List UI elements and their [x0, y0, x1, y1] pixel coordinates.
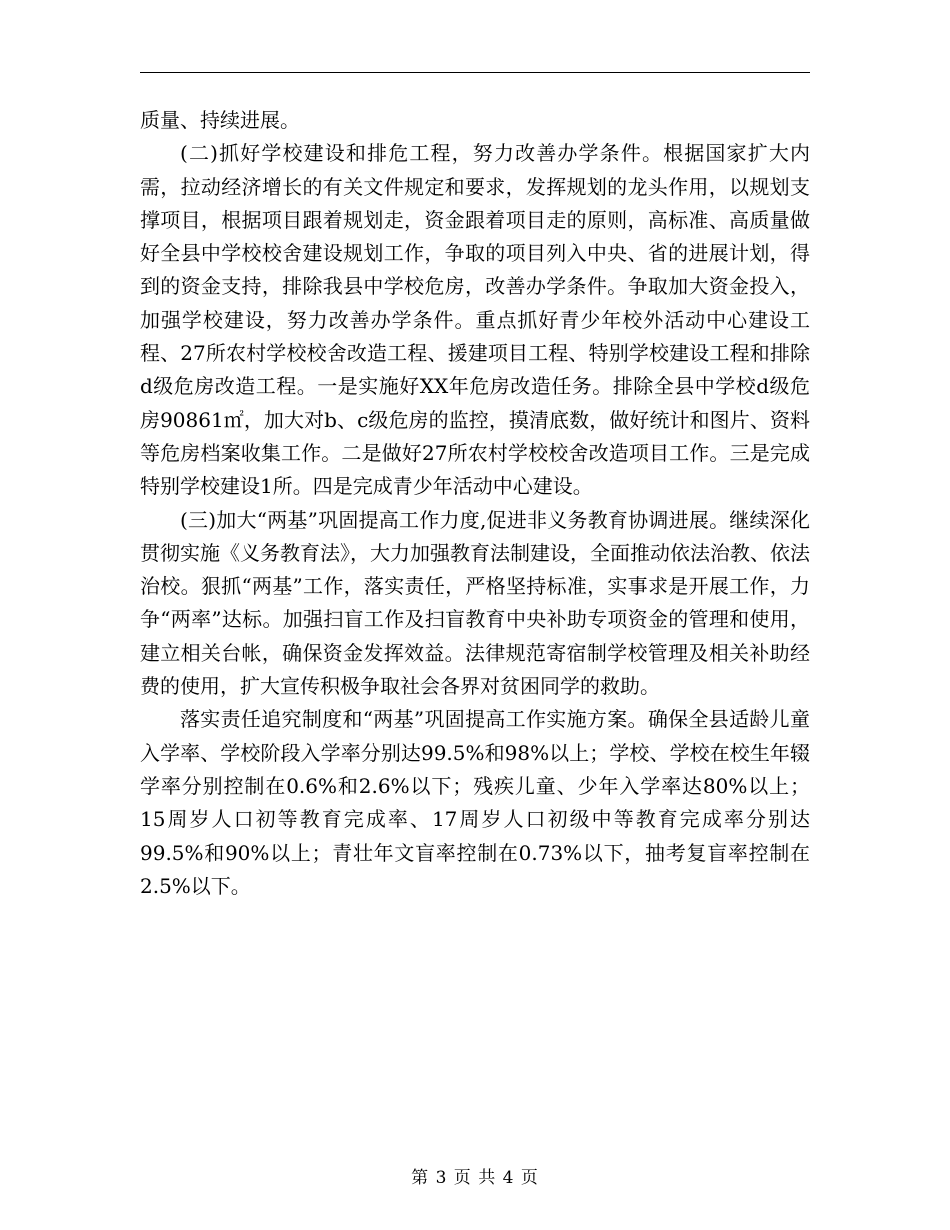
paragraph-2: (二)抓好学校建设和排危工程，努力改善办学条件。根据国家扩大内需，拉动经济增长的有关文件规定和要求，发挥规划的龙头作用，以规划支撑项目，根据项目跟着规划走，资金跟着项目走的原则，高标准、高质量做好全县中学校校舍建设规划工作，争取的项目列入中央、省的进展计划，得到的资金支持，排除我县中学校危房，改善办学条件。争取加大资金投入，加强学校建设，努力改善办学条件。重点抓好青少年校外活动中心建设工程、27所农村学校校舍改造工程、援建项目工程、特别学校建设工程和排除d级危房改造工程。一是实施好XX年危房改造任务。排除全县中学校d级危房90861㎡，加大对b、c级危房的监控，摸清底数，做好统计和图片、资料等危房档案收集工作。二是做好27所农村学校校舍改造项目工作。三是完成特别学校建设1所。四是完成青少年活动中心建设。	[140, 141, 810, 499]
header-rule	[140, 72, 810, 73]
page-number: 第 3 页 共 4 页	[411, 1168, 539, 1188]
paragraph-3: (三)加大“两基”巩固提高工作力度,促进非义务教育协调进展。继续深化贯彻实施《义务教育法》，大力加强教育法制建设，全面推动依法治教、依法治校。狠抓“两基”工作，落实责任，严格坚持标准，实事求是开展工作，力争“两率”达标。加强扫盲工作及扫盲教育中央补助专项资金的管理和使用，建立相关台帐，确保资金发挥效益。法律规范寄宿制学校管理及相关补助经费的使用，扩大宣传积极争取社会各界对贫困同学的救助。	[140, 507, 810, 699]
document-body	[140, 104, 810, 903]
paragraph-1: 质量、持续进展。	[140, 108, 300, 132]
paragraph-4: 落实责任追究制度和“两基”巩固提高工作实施方案。确保全县适龄儿童入学率、学校阶段入学率分别达99.5%和98%以上；学校、学校在校生年辍学率分别控制在0.6%和2.6%以下；残疾儿童、少年入学率达80%以上；15周岁人口初等教育完成率、17周岁人口初级中等教育完成率分别达99.5%和90%以上；青壮年文盲率控制在0.73%以下，抽考复盲率控制在2.5%以下。	[140, 707, 810, 898]
